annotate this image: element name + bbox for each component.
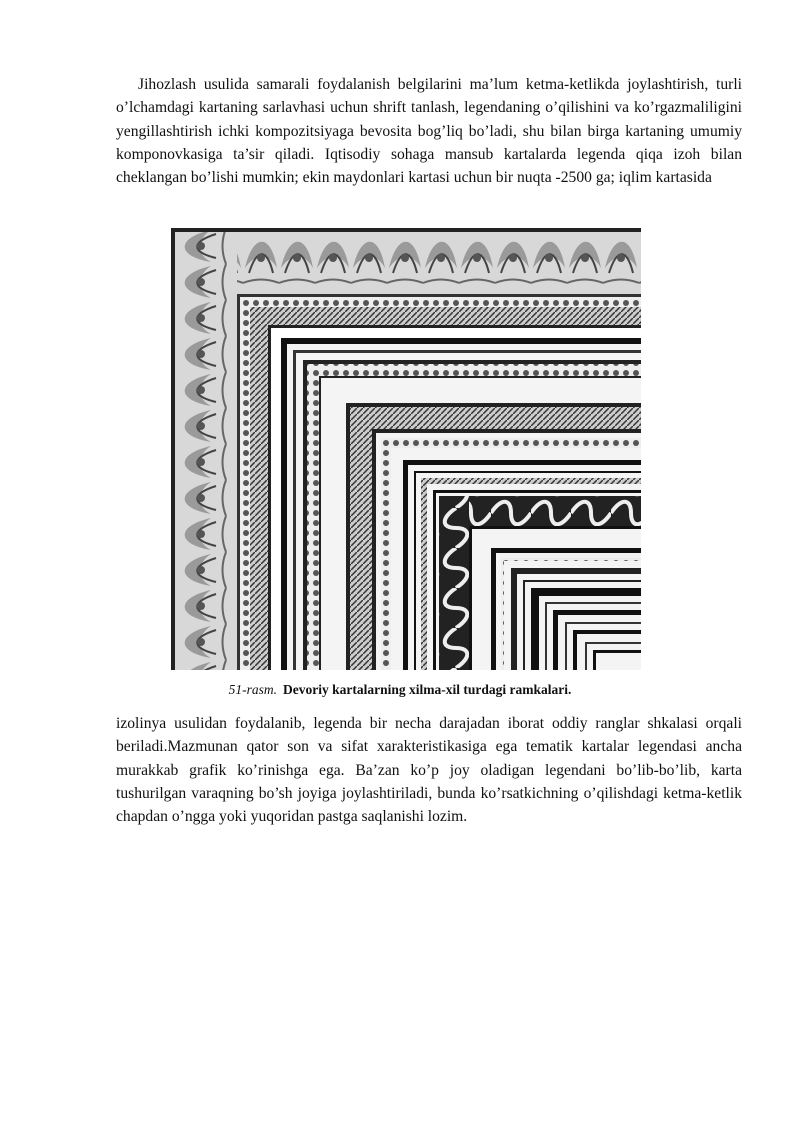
- map-frames-illustration: [171, 228, 641, 670]
- figure-caption: [0, 681, 800, 699]
- intro-paragraph: Jihozlash usulida samarali foydalanish belgilarini ma’lum ketma-ketlikda joylashtirish, turli o’lchamdagi kartaning sarlavhasi uchun shrift tanlash, legendaning o’qilishini va ko’rgazmaliligini yengillashtirish ichki kompozitsiyaga bevosita bog’liq bo’ladi, shu bilan birga kartaning umumiy komponovkasiga ta’sir qiladi. Iqtisodiy sohaga mansub kartalarda legenda qiqa izoh bilan cheklangan bo’lishi mumkin; ekin maydonlari kartasi uchun bir nuqta -2500 ga; iqlim kartasida: [116, 76, 742, 187]
- figure-title: Devoriy kartalarning xilma-xil turdagi ramkalari.: [283, 682, 572, 697]
- figure-number: 51-rasm.: [228, 682, 278, 697]
- continuation-paragraph: izolinya usulidan foydalanib, legenda bir necha darajadan iborat oddiy ranglar shkalasi orqali beriladi.Mazmunan qator son va sifat xarakteristikasiga ega tematik kartalar legendasi ancha murakkab grafik ko’rinishga ega. Ba’zan ko’p joy oladigan legendani bo’lib-bo’lib, karta tushurilgan varaqning bo’sh joyiga joylashtiriladi, bunda ko’rsatkichning o’qilishdagi ketma-ketlik chapdan o’ngga yoki yuqoridan pastga saqlanishi lozim.: [116, 715, 742, 826]
